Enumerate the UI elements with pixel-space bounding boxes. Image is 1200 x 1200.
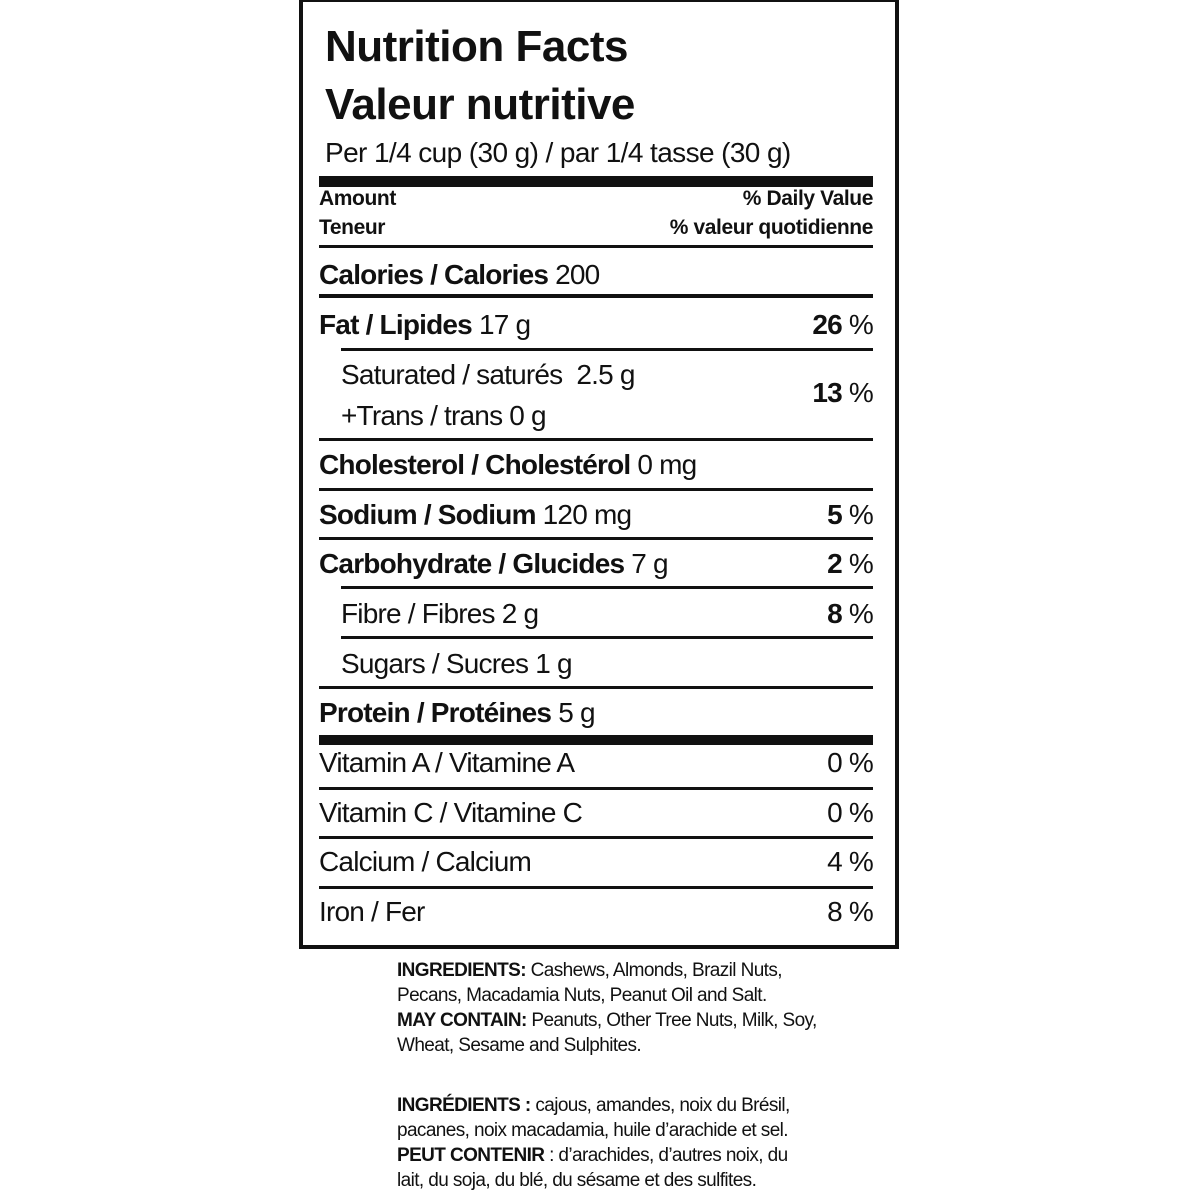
carbohydrate-dv: 2 %	[827, 548, 873, 579]
protein-value: 5 g	[558, 697, 595, 728]
divider	[319, 245, 873, 248]
divider	[341, 348, 873, 351]
carbohydrate-label: Carbohydrate / Glucides	[319, 548, 625, 579]
sodium-label: Sodium / Sodium	[319, 499, 536, 530]
divider	[319, 686, 873, 689]
vitamin-c-label: Vitamin C / Vitamine C	[319, 797, 583, 828]
title-en: Nutrition Facts	[325, 22, 628, 71]
ingredients-en	[397, 958, 817, 1058]
calcium-dv: 4 %	[827, 846, 873, 877]
fat-row	[319, 308, 873, 342]
saturated-label: Saturated / saturés	[341, 359, 563, 390]
divider	[319, 438, 873, 441]
may-contain-heading-fr: PEUT CONTENIR	[397, 1145, 545, 1166]
carbohydrate-value: 7 g	[631, 548, 668, 579]
iron-row	[319, 895, 873, 929]
cholesterol-value: 0 mg	[637, 449, 697, 480]
saturated-value: 2.5 g	[576, 359, 635, 390]
fibre-value: 2 g	[501, 598, 539, 629]
divider	[319, 294, 873, 298]
fibre-dv: 8 %	[827, 598, 873, 629]
iron-dv: 8 %	[827, 896, 873, 927]
protein-label: Protein / Protéines	[319, 697, 552, 728]
divider	[319, 836, 873, 839]
ingredients-text-fr: cajous, amandes, noix du Brésil, pacanes, noix macadamia, huile d’arachide et sel.	[397, 1095, 790, 1141]
thick-divider	[319, 735, 873, 745]
divider	[341, 636, 873, 639]
trans-value: 0 g	[509, 400, 546, 431]
sugars-value: 1 g	[535, 648, 572, 679]
sugars-row	[341, 647, 873, 681]
fat-dv: 26 %	[812, 309, 873, 340]
ingredients-text-en: Cashews, Almonds, Brazil Nuts, Pecans, Macadamia Nuts, Peanut Oil and Salt.	[397, 960, 782, 1006]
amount-label-fr: Teneur	[319, 216, 386, 239]
fibre-label: Fibre / Fibres	[341, 598, 495, 629]
sodium-dv: 5 %	[827, 499, 873, 530]
may-contain-heading-en: MAY CONTAIN:	[397, 1010, 527, 1031]
title-fr: Valeur nutritive	[325, 80, 635, 129]
saturated-dv: 13 %	[812, 377, 873, 408]
ingredients-fr	[397, 1093, 817, 1193]
calories-value: 200	[555, 259, 600, 290]
divider	[319, 537, 873, 540]
calcium-label: Calcium / Calcium	[319, 846, 531, 877]
calcium-row	[319, 845, 873, 879]
may-contain-text-en: Peanuts, Other Tree Nuts, Milk, Soy, Wheat, Sesame and Sulphites.	[397, 1010, 817, 1056]
iron-label: Iron / Fer	[319, 896, 425, 927]
vitamin-c-row	[319, 796, 873, 830]
vitamin-a-dv: 0 %	[827, 747, 873, 778]
amount-label-en: Amount	[319, 187, 396, 210]
saturated-row	[341, 358, 873, 392]
calories-label: Calories / Calories	[319, 259, 549, 290]
daily-value-label-en: % Daily Value	[742, 187, 873, 210]
serving-size: Per 1/4 cup (30 g) / par 1/4 tasse (30 g)	[325, 137, 791, 168]
sugars-label: Sugars / Sucres	[341, 648, 529, 679]
cholesterol-label: Cholesterol / Cholestérol	[319, 449, 631, 480]
ingredients-heading-fr: INGRÉDIENTS :	[397, 1095, 531, 1116]
vitamin-c-dv: 0 %	[827, 797, 873, 828]
trans-row	[341, 399, 873, 433]
vitamin-a-row	[319, 746, 873, 780]
carbohydrate-row	[319, 547, 873, 581]
divider	[319, 787, 873, 790]
ingredients-heading-en: INGREDIENTS:	[397, 960, 526, 981]
sodium-row	[319, 498, 873, 532]
nutrition-facts-panel	[299, 0, 899, 949]
protein-row	[319, 696, 873, 730]
calories-row	[319, 258, 873, 292]
divider	[341, 586, 873, 589]
may-contain-text-fr: : d’arachides, d’autres noix, du lait, du soja, du blé, du sésame et des sulfites.	[397, 1145, 788, 1191]
fat-value: 17 g	[478, 309, 531, 340]
divider	[319, 488, 873, 491]
trans-label: +Trans / trans	[341, 400, 503, 431]
fat-label: Fat / Lipides	[319, 309, 472, 340]
fibre-row	[341, 597, 873, 631]
divider	[319, 886, 873, 889]
cholesterol-row	[319, 448, 873, 482]
vitamin-a-label: Vitamin A / Vitamine A	[319, 747, 575, 778]
sodium-value: 120 mg	[542, 499, 632, 530]
daily-value-label-fr: % valeur quotidienne	[669, 216, 873, 239]
